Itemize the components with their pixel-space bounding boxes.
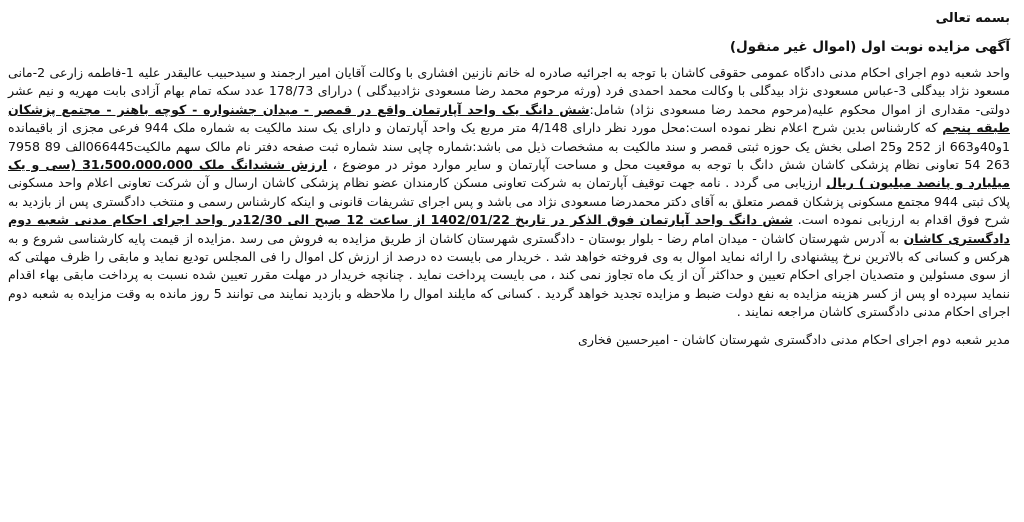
auction-notice (8, 4, 1010, 350)
auction-date-time: شش دانگ واحد آپارتمان فوق الذکر در تاریخ 1402/01/22 از ساعت 12 صبح الی 12/30در واحد اجرای احکام مدنی شعبه دوم دادگستری کاشان (8, 212, 1011, 246)
signature-line: مدیر شعبه دوم اجرای احکام مدنی دادگستری شهرستان کاشان - امیرحسین فخاری (578, 331, 1010, 347)
basmala-heading: بسمه تعالی (935, 11, 1010, 26)
auction-terms: به آدرس شهرستان کاشان - میدان امام رضا - بلوار بوستان - دادگستری شهرستان کاشان از طریق مزایده به فروش می رسد .مزایده از قیمت پایه کارشناسی شروع و به هرکس و کسانی که بالاترین نرخ پیشنهادی را ارائه نماید اموال به وی فروخته خواهد شد . خریدار می بایست ده درصد از ارزش کل اموال را فی المجلس تودیع نماید و مابقی را ظرف مهلتی که از سوی مسئولین و متصدیان اجرای احکام تعیین و حداکثر آن از یک ماه تجاوز نمی کند ، می بایست پرداخت نماید . چنانچه خریدار در مهلت مقرر تعیین شده نسبت به پرداخت مابقی بهاء اقدام ننماید سپرده او پس از کسر هزینه مزایده به نفع دولت ضبط و مزایده تجدید خواهد گردید . کسانی که مایلند اموال را ملاحظه و بازدید نمایند می توانند 5 روز مانده به وقت مزایده به شعبه دوم اجرای احکام مدنی دادگستری کاشان مراجعه نمایند . (8, 230, 1010, 320)
seizure-details: ارزیابی می گردد . نامه جهت توقیف آپارتمان به شرکت تعاونی مسکن کارمندان عضو نظام پزشکی کاشان ارسال و آن شرکت تعاونی اعلام واحد مسکونی پلاک ثبتی 944 مجتمع مسکونی پزشکان قمصر متعلق به آقای دکتر محمدرضا مسعودی نژاد می باشد و پس اجرای تشریفات قانونی و اینکه کارشناس رسمی و منتخب دادگستری پس از بازدید به شرح فوق اقدام به ارزیابی نموده است. (8, 175, 1010, 228)
property-value: ارزش ششدانگ ملک 31،500،000،000 (سی و یک میلیارد و پانصد میلیون ) ریال (8, 157, 1010, 191)
notice-body (8, 64, 1010, 322)
body-intro: واحد شعبه دوم اجرای احکام مدنی دادگاه عمومی حقوقی کاشان با توجه به اجرائیه صادره له خانم نازنین افشاری با وکالت آقایان امیر ارجمند و سیدحبیب عالیقدر علیه 1-فاطمه زارعی 2-مانی مسعود نژاد بیدگلی 3-عباس مسعودی نژاد بیدگلی با وکالت محمد احمدی فرد (ورثه مرحوم محمد رضا مسعودی نژادبیدگلی ) درارای 178/73 عدد سکه تمام بهام آزادی بابت مهریه و نیم عشر دولتی- مقداری از اموال محکوم علیه(مرحوم محمد رضا مسعودی نژاد) شامل: (8, 65, 1010, 117)
property-description: شش دانگ یک واحد آپارتمان واقع در قمصر - میدان جشنواره - کوچه باهنر - مجتمع پزشکان طبقه پنجم (8, 101, 1010, 136)
notice-title: آگهی مزایده نوبت اول (اموال غیر منقول) (729, 39, 1010, 55)
expert-assessment: که کارشناس بدین شرح اعلام نظر نموده است:محل مورد نظر دارای 4/148 متر مربع یک واحد آپارتمان و دارای یک سند مالکیت به شماره ملک 944 فرعی مجزی از باقیمانده 1و40و663 از 252 و25 اصلی بخش یک حوزه ثبتی قمصر و سند مالکیت به مشخصات ذیل می باشد:شماره چاپی سند شماره ثبت صفحه دفتر نام مالک سهم مالکیت066445الف 89 7958 263 54 تعاونی نظام پزشکی کاشان شش دانگ با توجه به موقعیت محل و مساحت آپارتمان و سایر موارد موثر در موضوع ، (8, 120, 1010, 173)
